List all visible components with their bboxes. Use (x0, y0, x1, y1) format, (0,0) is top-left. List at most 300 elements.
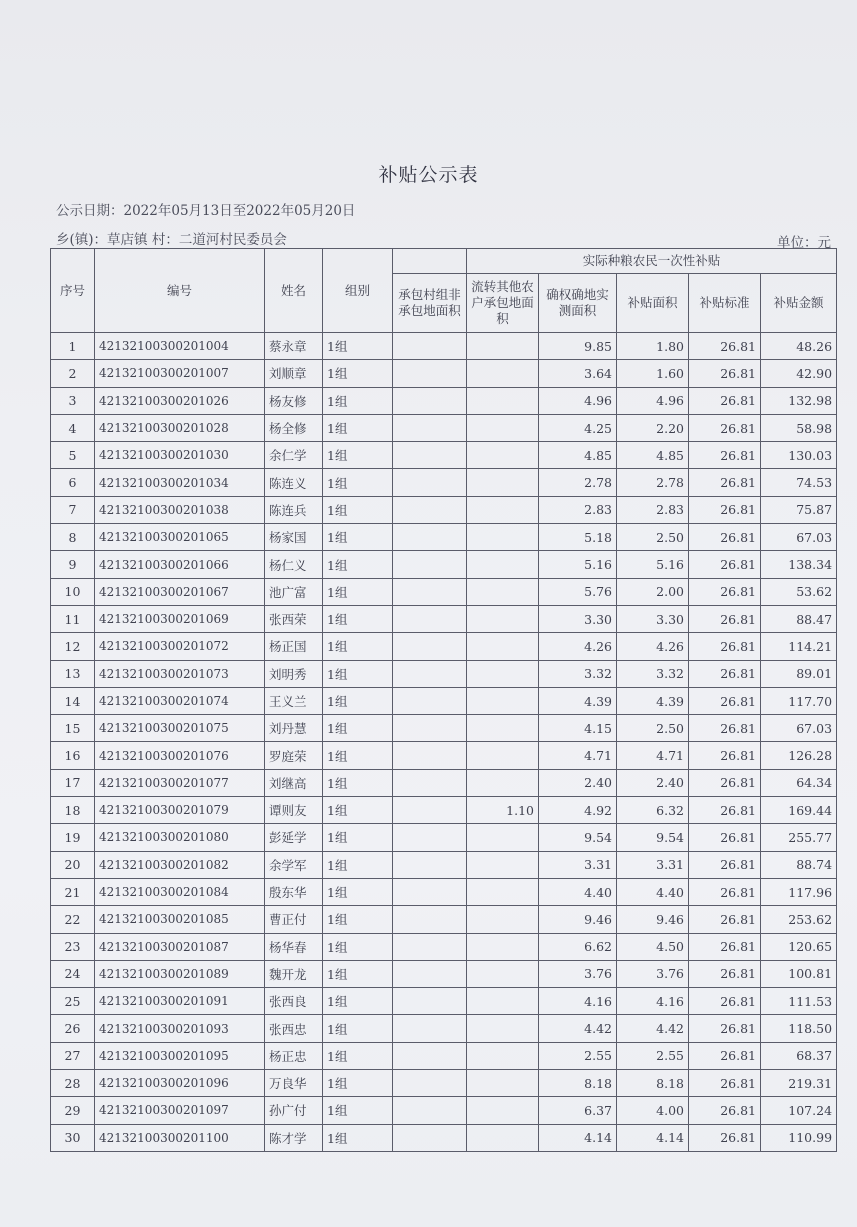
row-index: 22 (51, 906, 95, 933)
row-subsidy-area: 1.60 (617, 360, 689, 387)
row-standard: 26.81 (689, 1015, 761, 1042)
row-name: 陈连义 (265, 469, 323, 496)
row-group: 1组 (323, 1097, 393, 1124)
row-standard: 26.81 (689, 414, 761, 441)
row-subsidy-area: 2.50 (617, 715, 689, 742)
row-index: 26 (51, 1015, 95, 1042)
row-group: 1组 (323, 578, 393, 605)
row-code: 42132100300201065 (95, 524, 265, 551)
row-group: 1组 (323, 988, 393, 1015)
row-amount: 48.26 (761, 333, 837, 360)
row-group: 1组 (323, 824, 393, 851)
row-standard: 26.81 (689, 551, 761, 578)
row-subsidy-area: 9.54 (617, 824, 689, 851)
row-index: 24 (51, 960, 95, 987)
row-contract-area (393, 414, 467, 441)
row-name: 蔡永章 (265, 333, 323, 360)
row-name: 张西良 (265, 988, 323, 1015)
row-group: 1组 (323, 960, 393, 987)
row-code: 42132100300201004 (95, 333, 265, 360)
row-group: 1组 (323, 742, 393, 769)
row-contract-area (393, 1097, 467, 1124)
row-name: 杨仁义 (265, 551, 323, 578)
row-code: 42132100300201076 (95, 742, 265, 769)
row-standard: 26.81 (689, 496, 761, 523)
row-group: 1组 (323, 469, 393, 496)
table-row (51, 660, 837, 687)
row-transfer-area (467, 333, 539, 360)
row-contract-area (393, 660, 467, 687)
row-subsidy-area: 4.50 (617, 933, 689, 960)
row-standard: 26.81 (689, 524, 761, 551)
table-row (51, 442, 837, 469)
row-measured-area: 4.25 (539, 414, 617, 441)
row-code: 42132100300201075 (95, 715, 265, 742)
row-subsidy-area: 4.16 (617, 988, 689, 1015)
row-name: 曹正付 (265, 906, 323, 933)
row-index: 11 (51, 605, 95, 632)
table-row (51, 1015, 837, 1042)
header-subsidy-group: 实际种粮农民一次性补贴 (467, 249, 837, 274)
row-transfer-area (467, 1070, 539, 1097)
row-code: 42132100300201069 (95, 605, 265, 632)
row-transfer-area: 1.10 (467, 797, 539, 824)
row-subsidy-area: 4.26 (617, 633, 689, 660)
row-subsidy-area: 3.76 (617, 960, 689, 987)
table-row (51, 1124, 837, 1151)
row-contract-area (393, 933, 467, 960)
row-standard: 26.81 (689, 605, 761, 632)
row-measured-area: 4.92 (539, 797, 617, 824)
row-contract-area (393, 715, 467, 742)
row-measured-area: 9.54 (539, 824, 617, 851)
row-contract-area (393, 1015, 467, 1042)
row-index: 12 (51, 633, 95, 660)
table-row (51, 1070, 837, 1097)
row-transfer-area (467, 1097, 539, 1124)
row-contract-area (393, 906, 467, 933)
row-measured-area: 6.62 (539, 933, 617, 960)
row-index: 10 (51, 578, 95, 605)
row-amount: 67.03 (761, 715, 837, 742)
row-contract-area (393, 524, 467, 551)
row-measured-area: 4.26 (539, 633, 617, 660)
row-amount: 58.98 (761, 414, 837, 441)
row-contract-area (393, 797, 467, 824)
row-amount: 117.96 (761, 878, 837, 905)
row-amount: 100.81 (761, 960, 837, 987)
table-row (51, 933, 837, 960)
header-code: 编号 (95, 249, 265, 333)
row-code: 42132100300201082 (95, 851, 265, 878)
row-group: 1组 (323, 605, 393, 632)
row-index: 25 (51, 988, 95, 1015)
row-contract-area (393, 742, 467, 769)
row-code: 42132100300201074 (95, 687, 265, 714)
row-measured-area: 9.46 (539, 906, 617, 933)
row-standard: 26.81 (689, 960, 761, 987)
table-row (51, 551, 837, 578)
row-amount: 42.90 (761, 360, 837, 387)
row-subsidy-area: 4.42 (617, 1015, 689, 1042)
row-transfer-area (467, 387, 539, 414)
table-row (51, 524, 837, 551)
row-index: 5 (51, 442, 95, 469)
row-contract-area (393, 387, 467, 414)
row-name: 池广富 (265, 578, 323, 605)
row-name: 刘丹慧 (265, 715, 323, 742)
header-measured-area: 确权确地实测面积 (539, 274, 617, 333)
row-amount: 255.77 (761, 824, 837, 851)
row-standard: 26.81 (689, 715, 761, 742)
header-standard: 补贴标准 (689, 274, 761, 333)
row-code: 42132100300201072 (95, 633, 265, 660)
row-group: 1组 (323, 633, 393, 660)
row-subsidy-area: 2.20 (617, 414, 689, 441)
table-row (51, 988, 837, 1015)
row-standard: 26.81 (689, 851, 761, 878)
row-subsidy-area: 2.00 (617, 578, 689, 605)
row-contract-area (393, 551, 467, 578)
table-row (51, 387, 837, 414)
table-row (51, 496, 837, 523)
row-code: 42132100300201030 (95, 442, 265, 469)
row-subsidy-area: 3.31 (617, 851, 689, 878)
table-row (51, 742, 837, 769)
row-group: 1组 (323, 551, 393, 578)
row-standard: 26.81 (689, 442, 761, 469)
row-code: 42132100300201095 (95, 1042, 265, 1069)
row-name: 杨家国 (265, 524, 323, 551)
row-code: 42132100300201034 (95, 469, 265, 496)
row-index: 18 (51, 797, 95, 824)
row-standard: 26.81 (689, 333, 761, 360)
row-measured-area: 9.85 (539, 333, 617, 360)
row-subsidy-area: 6.32 (617, 797, 689, 824)
row-code: 42132100300201084 (95, 878, 265, 905)
row-group: 1组 (323, 387, 393, 414)
header-subsidy-area: 补贴面积 (617, 274, 689, 333)
row-index: 23 (51, 933, 95, 960)
row-amount: 219.31 (761, 1070, 837, 1097)
row-amount: 107.24 (761, 1097, 837, 1124)
row-code: 42132100300201085 (95, 906, 265, 933)
row-name: 杨友修 (265, 387, 323, 414)
row-measured-area: 6.37 (539, 1097, 617, 1124)
row-standard: 26.81 (689, 633, 761, 660)
row-standard: 26.81 (689, 1124, 761, 1151)
row-contract-area (393, 824, 467, 851)
row-standard: 26.81 (689, 742, 761, 769)
row-subsidy-area: 4.00 (617, 1097, 689, 1124)
row-amount: 130.03 (761, 442, 837, 469)
row-measured-area: 2.40 (539, 769, 617, 796)
row-code: 42132100300201093 (95, 1015, 265, 1042)
row-measured-area: 5.16 (539, 551, 617, 578)
row-group: 1组 (323, 878, 393, 905)
publish-date: 公示日期：2022年05月13日至2022年05月20日 (56, 203, 356, 219)
row-transfer-area (467, 442, 539, 469)
row-standard: 26.81 (689, 1097, 761, 1124)
row-transfer-area (467, 469, 539, 496)
location-line: 乡(镇)：草店镇 村：二道河村民委员会 (56, 232, 287, 248)
row-code: 42132100300201073 (95, 660, 265, 687)
row-measured-area: 4.39 (539, 687, 617, 714)
row-group: 1组 (323, 851, 393, 878)
header-contract-area: 承包村组非承包地面积 (393, 274, 467, 333)
row-name: 刘顺章 (265, 360, 323, 387)
row-name: 杨华春 (265, 933, 323, 960)
row-subsidy-area: 4.85 (617, 442, 689, 469)
row-code: 42132100300201097 (95, 1097, 265, 1124)
table-row (51, 715, 837, 742)
row-transfer-area (467, 605, 539, 632)
row-measured-area: 2.78 (539, 469, 617, 496)
row-subsidy-area: 9.46 (617, 906, 689, 933)
row-standard: 26.81 (689, 797, 761, 824)
row-group: 1组 (323, 906, 393, 933)
row-group: 1组 (323, 715, 393, 742)
row-contract-area (393, 633, 467, 660)
row-standard: 26.81 (689, 824, 761, 851)
row-measured-area: 4.14 (539, 1124, 617, 1151)
row-name: 殷东华 (265, 878, 323, 905)
row-standard: 26.81 (689, 360, 761, 387)
row-contract-area (393, 687, 467, 714)
row-subsidy-area: 3.30 (617, 605, 689, 632)
row-subsidy-area: 5.16 (617, 551, 689, 578)
row-transfer-area (467, 578, 539, 605)
row-amount: 89.01 (761, 660, 837, 687)
table-row (51, 878, 837, 905)
row-transfer-area (467, 496, 539, 523)
row-group: 1组 (323, 524, 393, 551)
row-subsidy-area: 2.40 (617, 769, 689, 796)
row-standard: 26.81 (689, 1070, 761, 1097)
row-subsidy-area: 2.50 (617, 524, 689, 551)
row-group: 1组 (323, 333, 393, 360)
row-index: 8 (51, 524, 95, 551)
row-code: 42132100300201067 (95, 578, 265, 605)
row-subsidy-area: 1.80 (617, 333, 689, 360)
row-transfer-area (467, 1124, 539, 1151)
row-group: 1组 (323, 1124, 393, 1151)
row-index: 29 (51, 1097, 95, 1124)
table-row (51, 469, 837, 496)
row-transfer-area (467, 988, 539, 1015)
row-measured-area: 2.55 (539, 1042, 617, 1069)
row-name: 陈连兵 (265, 496, 323, 523)
table-row (51, 360, 837, 387)
row-group: 1组 (323, 660, 393, 687)
row-standard: 26.81 (689, 933, 761, 960)
row-standard: 26.81 (689, 660, 761, 687)
row-subsidy-area: 4.40 (617, 878, 689, 905)
row-transfer-area (467, 824, 539, 851)
row-group: 1组 (323, 442, 393, 469)
row-index: 14 (51, 687, 95, 714)
table-row (51, 1042, 837, 1069)
row-contract-area (393, 469, 467, 496)
table-row (51, 605, 837, 632)
row-index: 7 (51, 496, 95, 523)
table-row (51, 578, 837, 605)
row-amount: 75.87 (761, 496, 837, 523)
row-amount: 118.50 (761, 1015, 837, 1042)
row-amount: 117.70 (761, 687, 837, 714)
table-row (51, 1097, 837, 1124)
table-row (51, 797, 837, 824)
table-row (51, 414, 837, 441)
row-code: 42132100300201087 (95, 933, 265, 960)
row-measured-area: 4.16 (539, 988, 617, 1015)
row-contract-area (393, 960, 467, 987)
row-amount: 74.53 (761, 469, 837, 496)
row-transfer-area (467, 1015, 539, 1042)
table-row (51, 906, 837, 933)
row-transfer-area (467, 1042, 539, 1069)
row-standard: 26.81 (689, 769, 761, 796)
row-amount: 68.37 (761, 1042, 837, 1069)
row-group: 1组 (323, 797, 393, 824)
header-index: 序号 (51, 249, 95, 333)
row-name: 余仁学 (265, 442, 323, 469)
row-transfer-area (467, 742, 539, 769)
row-index: 1 (51, 333, 95, 360)
row-standard: 26.81 (689, 387, 761, 414)
row-transfer-area (467, 660, 539, 687)
row-amount: 110.99 (761, 1124, 837, 1151)
row-index: 3 (51, 387, 95, 414)
row-name: 万良华 (265, 1070, 323, 1097)
row-subsidy-area: 4.96 (617, 387, 689, 414)
row-index: 28 (51, 1070, 95, 1097)
row-measured-area: 3.32 (539, 660, 617, 687)
row-standard: 26.81 (689, 1042, 761, 1069)
header-group: 组别 (323, 249, 393, 333)
unit-label: 单位：元 (777, 235, 831, 251)
row-index: 4 (51, 414, 95, 441)
row-subsidy-area: 2.78 (617, 469, 689, 496)
row-amount: 114.21 (761, 633, 837, 660)
row-code: 42132100300201079 (95, 797, 265, 824)
row-amount: 88.47 (761, 605, 837, 632)
row-code: 42132100300201066 (95, 551, 265, 578)
row-name: 张西忠 (265, 1015, 323, 1042)
table-row (51, 769, 837, 796)
row-subsidy-area: 4.71 (617, 742, 689, 769)
row-index: 9 (51, 551, 95, 578)
row-group: 1组 (323, 1042, 393, 1069)
row-code: 42132100300201100 (95, 1124, 265, 1151)
row-measured-area: 4.42 (539, 1015, 617, 1042)
row-index: 15 (51, 715, 95, 742)
row-index: 17 (51, 769, 95, 796)
row-name: 孙广付 (265, 1097, 323, 1124)
row-amount: 111.53 (761, 988, 837, 1015)
row-transfer-area (467, 524, 539, 551)
row-standard: 26.81 (689, 878, 761, 905)
row-name: 杨正国 (265, 633, 323, 660)
row-name: 谭则友 (265, 797, 323, 824)
row-code: 42132100300201077 (95, 769, 265, 796)
row-amount: 132.98 (761, 387, 837, 414)
row-group: 1组 (323, 769, 393, 796)
table-row (51, 633, 837, 660)
row-group: 1组 (323, 933, 393, 960)
row-name: 魏开龙 (265, 960, 323, 987)
row-subsidy-area: 4.39 (617, 687, 689, 714)
row-amount: 67.03 (761, 524, 837, 551)
row-index: 27 (51, 1042, 95, 1069)
row-contract-area (393, 360, 467, 387)
row-index: 2 (51, 360, 95, 387)
row-index: 13 (51, 660, 95, 687)
row-measured-area: 4.40 (539, 878, 617, 905)
row-amount: 138.34 (761, 551, 837, 578)
row-amount: 120.65 (761, 933, 837, 960)
row-measured-area: 2.83 (539, 496, 617, 523)
row-contract-area (393, 1042, 467, 1069)
row-name: 杨正忠 (265, 1042, 323, 1069)
row-subsidy-area: 3.32 (617, 660, 689, 687)
row-contract-area (393, 1070, 467, 1097)
row-code: 42132100300201080 (95, 824, 265, 851)
table-row (51, 333, 837, 360)
row-transfer-area (467, 633, 539, 660)
row-transfer-area (467, 551, 539, 578)
row-index: 30 (51, 1124, 95, 1151)
row-subsidy-area: 2.55 (617, 1042, 689, 1069)
row-amount: 64.34 (761, 769, 837, 796)
row-group: 1组 (323, 1070, 393, 1097)
row-transfer-area (467, 878, 539, 905)
row-contract-area (393, 442, 467, 469)
row-code: 42132100300201007 (95, 360, 265, 387)
row-standard: 26.81 (689, 469, 761, 496)
row-transfer-area (467, 851, 539, 878)
row-subsidy-area: 8.18 (617, 1070, 689, 1097)
row-standard: 26.81 (689, 578, 761, 605)
row-group: 1组 (323, 1015, 393, 1042)
row-transfer-area (467, 715, 539, 742)
document-title: 补贴公示表 (378, 164, 479, 186)
table-row (51, 824, 837, 851)
row-contract-area (393, 333, 467, 360)
row-measured-area: 4.71 (539, 742, 617, 769)
row-measured-area: 4.85 (539, 442, 617, 469)
row-standard: 26.81 (689, 988, 761, 1015)
row-code: 42132100300201089 (95, 960, 265, 987)
row-name: 刘明秀 (265, 660, 323, 687)
row-transfer-area (467, 360, 539, 387)
row-contract-area (393, 878, 467, 905)
row-transfer-area (467, 933, 539, 960)
row-subsidy-area: 4.14 (617, 1124, 689, 1151)
row-amount: 88.74 (761, 851, 837, 878)
row-contract-area (393, 578, 467, 605)
table-row (51, 960, 837, 987)
row-contract-area (393, 1124, 467, 1151)
row-index: 16 (51, 742, 95, 769)
row-contract-area (393, 988, 467, 1015)
table-row (51, 851, 837, 878)
row-code: 42132100300201096 (95, 1070, 265, 1097)
row-amount: 253.62 (761, 906, 837, 933)
row-amount: 126.28 (761, 742, 837, 769)
row-contract-area (393, 496, 467, 523)
row-transfer-area (467, 687, 539, 714)
